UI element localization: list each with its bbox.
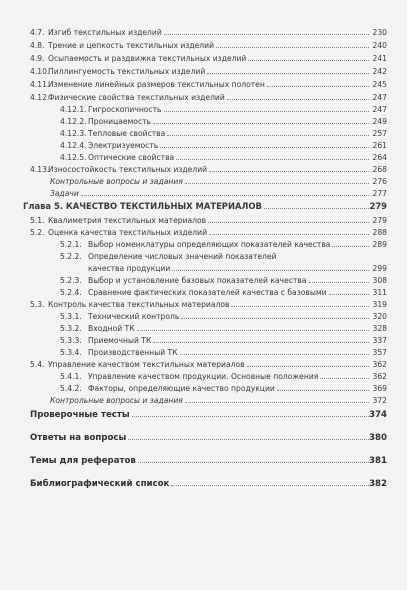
toc-page-number: 382 [369,479,387,489]
dot-leader [208,222,369,223]
toc-title: Управление качеством продукции. Основные положения [88,372,319,381]
toc-title: Износостойкость текстильных изделий [48,165,208,174]
toc-number: 5.4.2. [60,384,82,393]
toc-page-number: 372 [372,396,387,405]
dot-leader [231,306,369,307]
toc-title: Квалиметрия текстильных материалов [48,216,207,225]
toc-number: 4.12. [30,93,50,102]
dot-leader [160,147,369,148]
dot-leader [164,111,369,112]
dot-leader [176,159,369,160]
toc-number: 5.2.4. [60,288,82,297]
toc-title: Гигроскопичность [88,105,162,114]
toc-page-number: 245 [372,80,387,89]
toc-title: Входной ТК [88,324,135,333]
toc-row [0,240,407,250]
dot-leader [320,378,369,379]
dot-leader [277,390,369,391]
toc-title: Глава 5. КАЧЕСТВО ТЕКСТИЛЬНЫХ МАТЕРИАЛОВ [23,201,262,211]
toc-row [0,153,407,163]
toc-number: 4.7. [30,28,45,37]
toc-page-number: 279 [369,201,387,211]
toc-row [0,409,407,421]
toc-page-number: 362 [372,372,387,381]
dot-leader [207,73,369,74]
toc-row [0,41,407,51]
toc-row [0,264,407,274]
toc-number: 4.10. [30,67,50,76]
toc-row [0,396,407,406]
toc-page-number: 230 [372,28,387,37]
toc-number: 5.2. [30,228,45,237]
toc-title: Библиографический список [30,479,170,489]
toc-page-number: 311 [372,288,387,297]
toc-number: 4.13. [30,165,50,174]
toc-title: Пиллингуемость текстильных изделий [48,67,206,76]
toc-row [0,177,407,187]
dot-leader [185,402,369,403]
toc-row [0,455,407,467]
dot-leader [167,135,369,136]
toc-row [0,189,407,199]
dot-leader [172,270,369,271]
toc-number: 4.12.2. [60,117,87,126]
toc-title: Проницаемость [88,117,152,126]
toc-page-number: 319 [372,300,387,309]
dot-leader [247,366,369,367]
toc-page-number: 247 [372,105,387,114]
toc-page-number: 249 [372,117,387,126]
toc-number: 5.2.1. [60,240,82,249]
toc-row [0,336,407,346]
toc-page-number: 242 [372,67,387,76]
dot-leader [164,34,369,35]
dot-leader [309,282,370,283]
dot-leader [329,294,369,295]
dot-leader [248,60,369,61]
toc-title: Контроль качества текстильных материалов [48,300,230,309]
toc-row [0,201,407,211]
toc-title: Задачи [50,189,79,198]
toc-page-number: 380 [369,433,387,443]
toc-title: Приемочный ТК [88,336,152,345]
toc-page-number: 381 [369,456,387,466]
toc-number: 4.12.1. [60,105,87,114]
toc-title: Изгиб текстильных изделий [48,28,162,37]
toc-row [0,384,407,394]
toc-title: Проверочные тесты [30,410,130,420]
toc-row [0,276,407,286]
dot-leader [180,354,369,355]
toc-row [0,372,407,382]
toc-title: Определение числовых значений показателей [88,252,277,261]
toc-title: Выбор и установление базовых показателей качества [88,276,307,285]
dot-leader [128,439,369,440]
toc-title: Факторы, определяющие качество продукции [88,384,275,393]
toc-number: 4.9. [30,54,45,63]
dot-leader [138,462,369,463]
toc-row [0,312,407,322]
toc-title: Технический контроль [88,312,180,321]
toc-title: Выбор номенклатуры определяющих показателей качества [88,240,331,249]
dot-leader [171,485,369,486]
dot-leader [267,86,369,87]
toc-number: 5.2.2. [60,252,82,261]
toc-page-number: 241 [372,54,387,63]
toc-row [0,228,407,238]
toc-row [0,165,407,175]
toc-page-number: 374 [369,410,387,420]
toc-number: 5.3.1. [60,312,82,321]
dot-leader [332,246,369,247]
toc-title: Электризуемость [88,141,159,150]
dot-leader [209,234,369,235]
dot-leader [132,416,369,417]
toc-title: Осыпаемость и раздвижка текстильных изделий [48,54,247,63]
toc-page-number: 288 [372,228,387,237]
toc-page-number: 261 [372,141,387,150]
toc-page-number: 264 [372,153,387,162]
toc-number: 5.3.2. [60,324,82,333]
toc-title: Трение и цепкость текстильных изделий [48,41,215,50]
toc-page-number: 299 [372,264,387,273]
toc-title: качества продукции [88,264,171,273]
dot-leader [227,99,369,100]
toc-row [0,117,407,127]
toc-row [0,28,407,38]
toc-row [0,324,407,334]
dot-leader [153,123,369,124]
toc-title: Оптические свойства [88,153,175,162]
toc-number: 4.12.4. [60,141,87,150]
toc-title: Темы для рефератов [30,456,136,466]
dot-leader [264,208,369,209]
toc-number: 5.4.1. [60,372,82,381]
toc-row [0,105,407,115]
toc-page-number: 328 [372,324,387,333]
dot-leader [209,171,369,172]
toc-title: Оценка качества текстильных изделий [48,228,208,237]
toc-number: 5.2.3. [60,276,82,285]
toc-number: 5.1. [30,216,45,225]
toc-row [0,141,407,151]
dot-leader [137,330,369,331]
toc-row [0,300,407,310]
toc-page-number: 276 [372,177,387,186]
toc-page-number: 369 [372,384,387,393]
toc-title: Изменение линейных размеров текстильных полотен [48,80,265,89]
toc-page-number: 268 [372,165,387,174]
toc-row [0,252,407,262]
toc-title: Ответы на вопросы [30,433,127,443]
toc-title: Тепловые свойства [88,129,166,138]
toc-number: 5.4. [30,360,45,369]
toc-title: Управление качеством текстильных материалов [48,360,245,369]
dot-leader [153,342,369,343]
toc-row [0,348,407,358]
toc-number: 5.3. [30,300,45,309]
toc-title: Контрольные вопросы и задания [50,396,183,405]
toc-row [0,129,407,139]
toc-page-number: 289 [372,240,387,249]
toc-row [0,67,407,77]
toc-page-number: 320 [372,312,387,321]
toc-row [0,360,407,370]
toc-row [0,93,407,103]
dot-leader [216,47,369,48]
toc-row [0,478,407,490]
toc-title: Физические свойства текстильных изделий [48,93,225,102]
toc-number: 4.11. [30,80,50,89]
toc-page-number: 357 [372,348,387,357]
toc-row [0,54,407,64]
toc-page-number: 277 [372,189,387,198]
toc-page-number: 279 [372,216,387,225]
toc-row [0,80,407,90]
toc-number: 5.3.4. [60,348,82,357]
dot-leader [181,318,369,319]
dot-leader [185,183,369,184]
toc-row [0,216,407,226]
dot-leader [81,195,369,196]
toc-number: 4.8. [30,41,45,50]
toc-number: 4.12.3. [60,129,87,138]
toc-number: 4.12.5. [60,153,87,162]
toc-row [0,288,407,298]
toc-title: Производственный ТК [88,348,178,357]
toc-page-number: 247 [372,93,387,102]
toc-title: Контрольные вопросы и задания [50,177,183,186]
toc-page-number: 308 [372,276,387,285]
toc-row [0,432,407,444]
toc-page-number: 240 [372,41,387,50]
toc-page-number: 362 [372,360,387,369]
toc-title: Сравнение фактических показателей качества с базовыми [88,288,327,297]
toc-page-number: 337 [372,336,387,345]
toc-number: 5.3.3. [60,336,82,345]
toc-page-number: 257 [372,129,387,138]
